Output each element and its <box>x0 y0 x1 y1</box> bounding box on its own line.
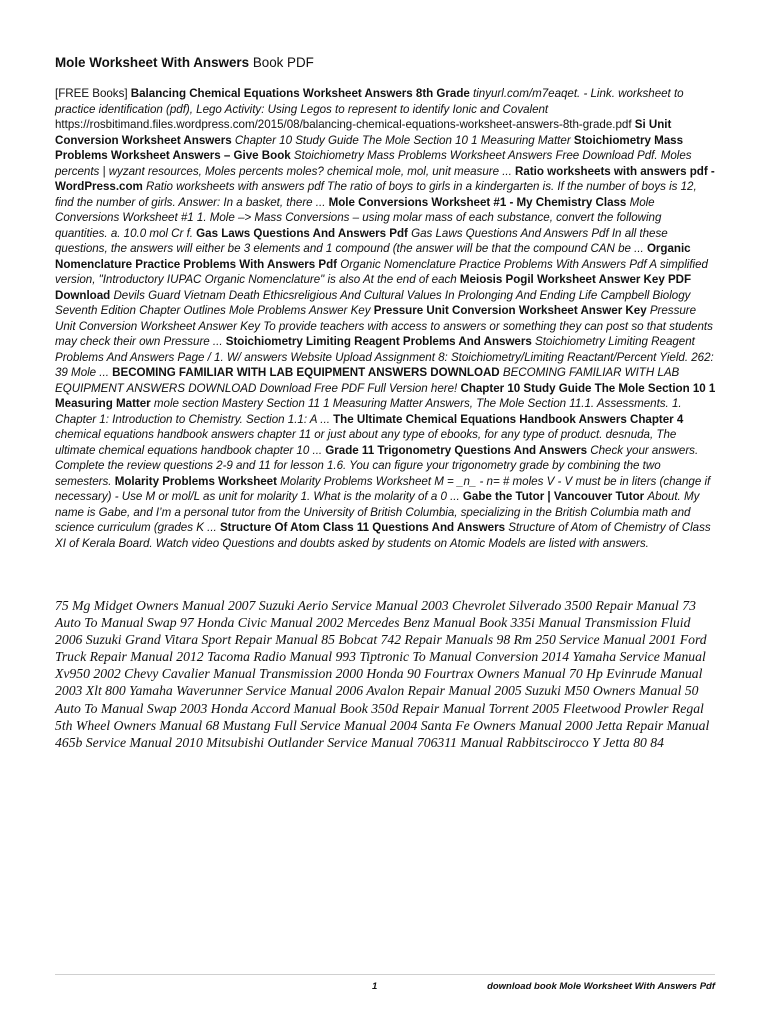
result-snippet: Pressure Unit Conversion Worksheet Answer Key To provide teachers with access to answers or something they can post so that students may check their own Pressure ... <box>55 304 713 348</box>
result-heading: Organic Nomenclature Practice Problems With Answers Pdf <box>55 242 691 271</box>
result-snippet: Gas Laws Questions And Answers Pdf In all these questions, the answers will either be 3 elements and 1 compound (the answer will be that the compound CAN be ... <box>55 226 668 255</box>
result-snippet: Ratio worksheets with answers pdf The ratio of boys to girls in a kindergarten is. If the number of boys is 12, find the number of girls. Answer: In a basket, there ... <box>55 180 697 209</box>
result-heading: Ratio worksheets with answers pdf - WordPress.com <box>55 164 715 193</box>
result-snippet: Check your answers. Complete the review questions 2-9 and 11 for lesson 1.6. You can figure your trigonometry grade by combining the two semesters. <box>55 443 699 488</box>
result-heading: Structure Of Atom Class 11 Questions And Answers <box>219 521 509 534</box>
result-snippet: About. My name is Gabe, and I’m a personal tutor from the University of British Columbia, specializing in the British Columbia math and science curriculum (grades K ... <box>55 490 700 534</box>
footer-text: download book Mole Worksheet With Answers Pdf <box>487 981 715 992</box>
page-number: 1 <box>372 981 378 992</box>
result-heading: Gas Laws Questions And Answers Pdf <box>196 226 412 240</box>
result-text: https://rosbitimand.files.wordpress.com/2015/08/balancing-chemical-equations-worksheet-answers-8th-grade.pdf <box>55 118 635 131</box>
result-snippet: mole section Mastery Section 11 1 Measuring Matter Answers, The Mole Section 11.1. Assessments. 1. Chapter 1: Introduction to Chemistry. Section 1.1: A ... <box>55 397 682 426</box>
result-heading: Balancing Chemical Equations Worksheet Answers 8th Grade <box>130 87 474 100</box>
result-snippet: Organic Nomenclature Practice Problems With Answers Pdf A simplified version, "Introductory IUPAC Organic Nomenclature" is also At the end of each <box>55 257 708 286</box>
title-rest: Book PDF <box>249 55 314 70</box>
result-heading: Pressure Unit Conversion Worksheet Answer Key <box>373 304 650 317</box>
result-text: [FREE Books] <box>55 87 131 100</box>
result-snippet: Molarity Problems Worksheet M = _n_ - n= # moles V - V must be in liters (change if necessary) - Use M or mol/L as unit for molarity 1. What is the molarity of a 0 ... <box>55 474 711 503</box>
result-heading: Stoichiometry Mass Problems Worksheet Answers – Give Book <box>55 133 684 162</box>
result-heading: Stoichiometry Limiting Reagent Problems And Answers <box>225 335 535 348</box>
result-heading: Grade 11 Trigonometry Questions And Answers <box>325 443 591 457</box>
related-manuals-paragraph: 75 Mg Midget Owners Manual 2007 Suzuki Aerio Service Manual 2003 Chevrolet Silverado 3500 Repair Manual 73 Auto To Manual Swap 97 Honda Civic Manual 2002 Mercedes Benz Manual Book 335i Manual Transmission Fluid 2006 Suzuki Grand Vitara Sport Repair Manual 85 Bobcat 742 Repair Manuals 98 Rm 250 Service Manual 2001 Ford Truck Repair Manual 2012 Tacoma Radio Manual 993 Tiptronic To Manual Conversion 2014 Yamaha Service Manual Xv950 2002 Chevy Cavalier Manual Transmission 2000 Honda 90 Fourtrax Owners Manual 70 Hp Evinrude Manual 2003 Xlt 800 Yamaha Waverunner Service Manual 2006 Avalon Repair Manual 2005 Suzuki M50 Owners Manual 50 Auto To Manual Swap 2003 Honda Accord Manual Book 350d Repair Manual Torrent 2005 Fleetwood Prowler Regal 5th Wheel Owners Manual 68 Mustang Full Service Manual 2004 Santa Fe Owners Manual 2000 Jetta Repair Manual 465b Service Manual 2010 Mitsubishi Outlander Service Manual 706311 Manual Rabbitscirocco Y Jetta 80 84 <box>55 598 710 750</box>
result-snippet: Mole Conversions Worksheet #1 1. Mole –> Mass Conversions – using molar mass of each substance, convert the following quantities. a. 10.0 mol Cr f. <box>55 195 662 240</box>
result-snippet: Stoichiometry Limiting Reagent Problems And Answers Page / 1. W/ answers Website Upload Assignment 8: Stoichiometry/Limiting Reactant/Percent Yield. 262: 39 Mole ... <box>55 335 714 379</box>
result-heading: The Ultimate Chemical Equations Handbook Answers Chapter 4 <box>333 412 684 426</box>
document-title <box>55 55 314 71</box>
result-heading: Meiosis Pogil Worksheet Answer Key PDF Download <box>55 273 692 302</box>
results-paragraph <box>55 86 717 551</box>
result-heading: Chapter 10 Study Guide The Mole Section 10 1 Measuring Matter <box>55 381 716 410</box>
title-bold: Mole Worksheet With Answers <box>55 55 250 70</box>
result-snippet: Devils Guard Vietnam Death Ethicsreligious And Cultural Values In Prolonging And Ending Life Campbell Biology Seventh Edition Chapter Outlines Mole Problems Answer Key <box>55 288 691 317</box>
result-heading: Gabe the Tutor | Vancouver Tutor <box>462 490 648 503</box>
footer-divider <box>55 974 715 975</box>
result-heading: Mole Conversions Worksheet #1 - My Chemistry Class <box>328 195 630 209</box>
result-snippet: Structure of Atom of Chemistry of Class XI of Kerala Board. Watch video Questions and doubts asked by students on Atomic Models are listed with answers. <box>55 521 711 550</box>
result-snippet: chemical equations handbook answers chapter 11 or just about any type of ebooks, for any type of product. desnuda, The ultimate chemical equations handbook chapter 10 ... <box>55 428 677 457</box>
result-snippet: Chapter 10 Study Guide The Mole Section 10 1 Measuring Matter <box>234 133 574 147</box>
result-snippet: tinyurl.com/m7eaqet. - Link. worksheet to practice identification (pdf), Lego Activity: Using Legos to represent to identify Ionic and Covalent <box>55 87 684 116</box>
result-heading: Si Unit Conversion Worksheet Answers <box>55 118 672 147</box>
result-snippet: Stoichiometry Mass Problems Worksheet Answers Free Download Pdf. Moles percents | wyzant resources, Moles percents moles? chemical mole, mol, unit measure ... <box>55 149 692 178</box>
result-heading: Molarity Problems Worksheet <box>114 474 281 488</box>
result-heading: BECOMING FAMILIAR WITH LAB EQUIPMENT ANSWERS DOWNLOAD <box>112 366 503 379</box>
result-snippet: BECOMING FAMILIAR WITH LAB EQUIPMENT ANSWERS DOWNLOAD Download Free PDF Full Version here! <box>55 366 680 395</box>
